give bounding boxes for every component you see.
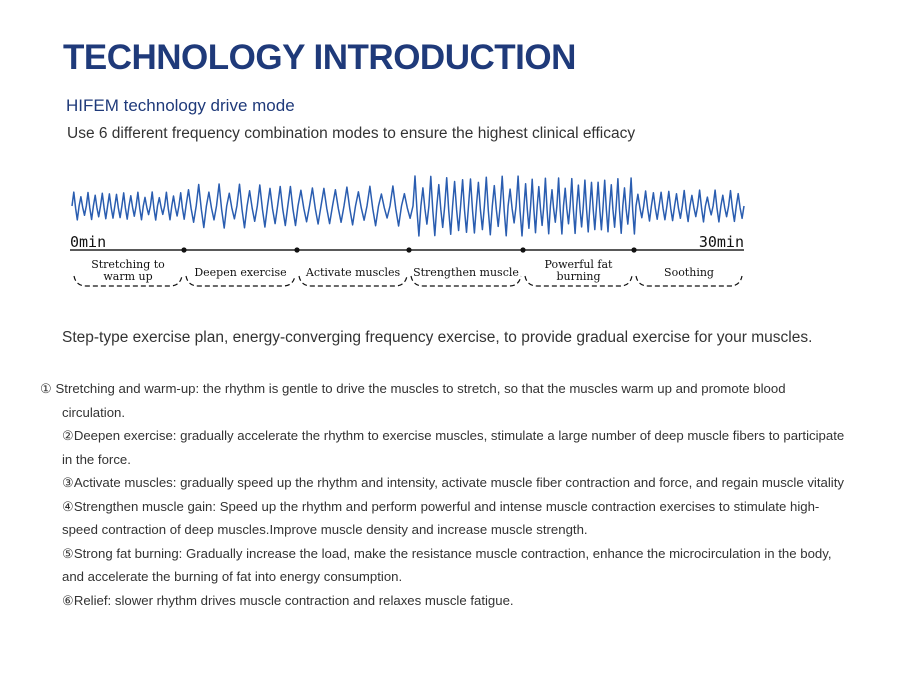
list-item bbox=[40, 471, 850, 495]
stage-label: Strengthen muscle bbox=[413, 266, 519, 279]
item-text: Strengthen muscle gain: Speed up the rhythm and perform powerful and intense muscle contraction exercises to stimulate high-speed contraction of deep muscles.Improve muscle density and increase muscle strength. bbox=[62, 498, 820, 537]
stage-labels bbox=[74, 247, 742, 286]
item-text: Activate muscles: gradually speed up the rhythm and intensity, activate muscle fiber contraction and force, and regain muscle vitality bbox=[73, 475, 844, 490]
stage-description-list bbox=[40, 377, 850, 612]
lead-text: Use 6 different frequency combination modes to ensure the highest clinical efficacy bbox=[67, 125, 636, 142]
item-text: Relief: slower rhythm drives muscle contraction and relaxes muscle fatigue. bbox=[73, 592, 514, 608]
stage-divider-dot bbox=[294, 247, 299, 252]
start-time-label: 0min bbox=[70, 233, 107, 251]
item-text: Stretching and warm-up: the rhythm is gentle to drive the muscles to stretch, so that the muscles warm up and promote blood circulation. bbox=[51, 381, 786, 420]
list-item bbox=[40, 589, 850, 613]
item-number: ③ bbox=[62, 475, 74, 490]
list-item bbox=[40, 377, 850, 424]
end-time-label: 30min bbox=[698, 233, 744, 251]
item-text: Strong fat burning: Gradually increase the load, make the resistance muscle contraction, enhance the microcirculation in the body, and accelerate the burning of fat into energy consumption. bbox=[62, 545, 832, 584]
stage-divider-dot bbox=[631, 247, 636, 252]
list-item bbox=[40, 542, 850, 589]
list-item bbox=[40, 424, 850, 471]
item-number: ④ bbox=[62, 498, 74, 514]
stage-label: Stretching to warm up bbox=[91, 258, 165, 283]
page-title: TECHNOLOGY INTRODUCTION bbox=[63, 38, 576, 77]
stage-divider-dot bbox=[406, 247, 411, 252]
item-number: ⑥ bbox=[62, 592, 74, 608]
stage-label: Powerful fat burning bbox=[544, 258, 613, 283]
stage-divider-dot bbox=[181, 247, 186, 252]
item-number: ① bbox=[40, 381, 52, 396]
item-number: ② bbox=[62, 428, 74, 443]
stage-divider-dot bbox=[520, 247, 525, 252]
waveform-figure bbox=[68, 160, 748, 294]
list-item bbox=[40, 495, 850, 542]
stage-label: Deepen exercise bbox=[194, 266, 287, 279]
stage-label: Activate muscles bbox=[305, 266, 401, 279]
intro-paragraph: Step-type exercise plan, energy-converging frequency exercise, to provide gradual exercise for your muscles. bbox=[62, 329, 813, 346]
frequency-waveform bbox=[72, 176, 744, 236]
item-text: Deepen exercise: gradually accelerate the rhythm to exercise muscles, stimulate a large number of deep muscle fibers to participate in the force. bbox=[62, 428, 845, 467]
waveform bbox=[72, 176, 744, 236]
subtitle: HIFEM technology drive mode bbox=[66, 96, 295, 115]
frequency-mode-diagram bbox=[68, 160, 748, 294]
item-number: ⑤ bbox=[62, 545, 74, 561]
stage-label: Soothing bbox=[664, 266, 714, 279]
